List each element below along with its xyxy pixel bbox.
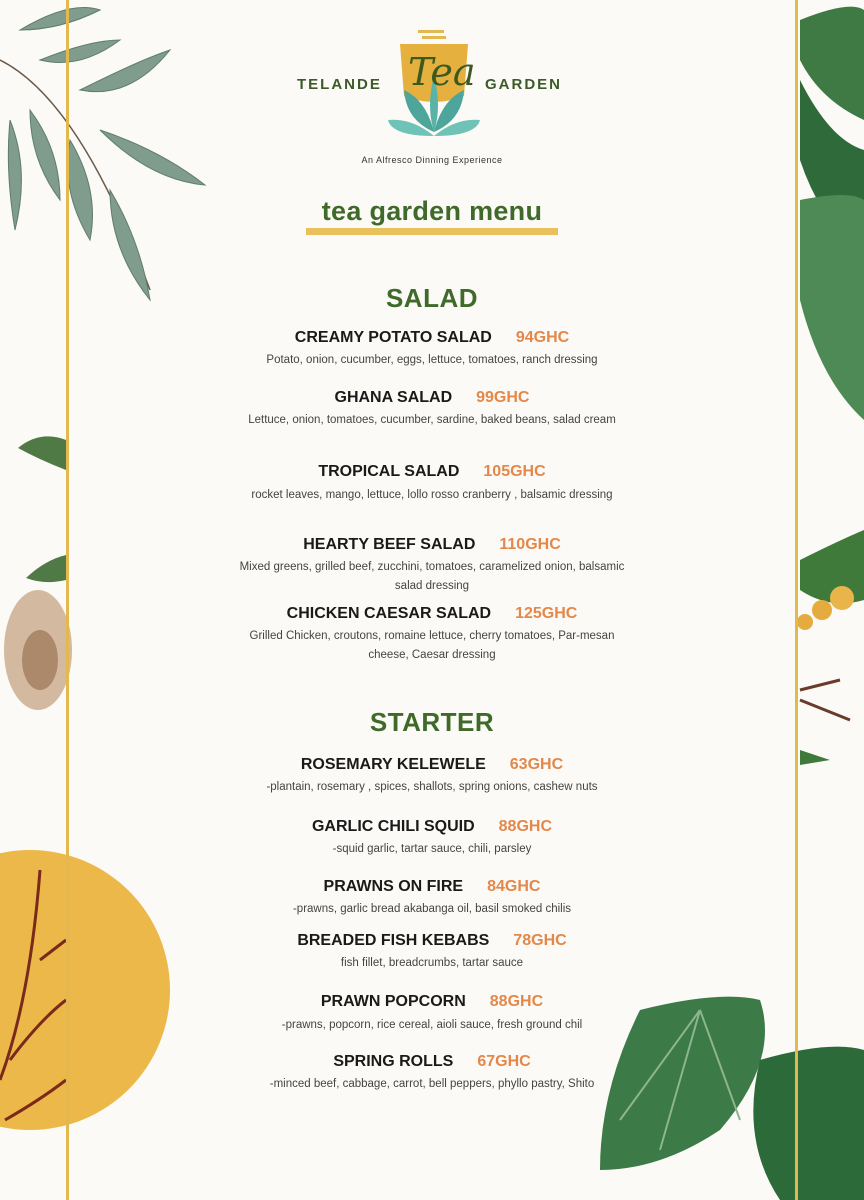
eucalyptus-leaves-icon xyxy=(0,8,205,301)
item-name: TROPICAL SALAD xyxy=(318,463,460,480)
small-leaf-icon xyxy=(18,436,66,582)
item-name: HEARTY BEEF SALAD xyxy=(303,536,476,553)
item-price: 94GHC xyxy=(515,329,570,346)
item-name: CHICKEN CAESAR SALAD xyxy=(286,605,492,622)
menu-item-name xyxy=(0,818,864,836)
menu-item-name xyxy=(0,756,864,774)
item-description: -prawns, garlic bread akabanga oil, basil smoked chilis xyxy=(292,903,572,915)
item-description: -minced beef, cabbage, carrot, bell peppers, phyllo pastry, Shito xyxy=(269,1078,595,1090)
section-title-starter: STARTER xyxy=(369,707,495,737)
item-description: Potato, onion, cucumber, eggs, lettuce, tomatoes, ranch dressing xyxy=(266,354,598,366)
item-description: -squid garlic, tartar sauce, chili, parsley xyxy=(332,843,532,855)
brand-name-left: TELANDE xyxy=(297,76,382,93)
menu-item-name xyxy=(0,878,864,896)
menu-item-name xyxy=(0,536,864,554)
item-description: fish fillet, breadcrumbs, tartar sauce xyxy=(340,957,524,969)
item-name: PRAWNS ON FIRE xyxy=(323,878,464,895)
item-price: 105GHC xyxy=(483,463,546,480)
menu-item-name xyxy=(0,389,864,407)
item-name: CREAMY POTATO SALAD xyxy=(294,329,492,346)
menu-item-name xyxy=(0,329,864,347)
item-name: GARLIC CHILI SQUID xyxy=(311,818,475,835)
title-underline xyxy=(306,228,558,235)
item-description: -prawns, popcorn, rice cereal, aioli sauce, fresh ground chil xyxy=(281,1019,583,1031)
item-price: 99GHC xyxy=(476,389,530,406)
item-price: 67GHC xyxy=(477,1053,531,1070)
item-name: PRAWN POPCORN xyxy=(320,993,466,1010)
item-name: GHANA SALAD xyxy=(334,389,453,406)
section-title-salad: SALAD xyxy=(385,283,479,313)
brand-script-text: Tea xyxy=(408,50,476,94)
item-price: 125GHC xyxy=(515,605,578,622)
menu-item-name xyxy=(0,605,864,623)
item-description: Grilled Chicken, croutons, romaine lettuce, cherry tomatoes, Par-mesan cheese, Caesar dressing xyxy=(249,630,615,661)
menu-item-name xyxy=(0,1053,864,1071)
item-price: 110GHC xyxy=(499,536,561,553)
item-price: 63GHC xyxy=(509,756,564,773)
item-price: 88GHC xyxy=(498,818,553,835)
item-description: rocket leaves, mango, lettuce, lollo rosso cranberry , balsamic dressing xyxy=(251,489,613,501)
tagline: An Alfresco Dinning Experience xyxy=(361,155,503,165)
menu-item-name xyxy=(0,463,864,481)
item-price: 78GHC xyxy=(513,932,567,949)
monstera-leaf-bottom-icon xyxy=(600,997,864,1200)
menu-item-name xyxy=(0,993,864,1011)
brand-name-right: GARDEN xyxy=(485,76,563,93)
item-name: ROSEMARY KELEWELE xyxy=(300,756,486,773)
left-border-line xyxy=(66,0,69,1200)
item-name: BREADED FISH KEBABS xyxy=(297,932,490,949)
item-description: Lettuce, onion, tomatoes, cucumber, sardine, baked beans, salad cream xyxy=(248,414,616,426)
menu-title: tea garden menu xyxy=(321,196,543,226)
item-description: Mixed greens, grilled beef, zucchini, tomatoes, caramelized onion, balsamic salad dressing xyxy=(239,561,625,592)
right-border-line xyxy=(795,0,798,1200)
item-price: 88GHC xyxy=(489,993,544,1010)
menu-item-name xyxy=(0,932,864,950)
item-description: -plantain, rosemary , spices, shallots, spring onions, cashew nuts xyxy=(266,781,598,793)
item-price: 84GHC xyxy=(487,878,541,895)
item-name: SPRING ROLLS xyxy=(333,1053,454,1070)
